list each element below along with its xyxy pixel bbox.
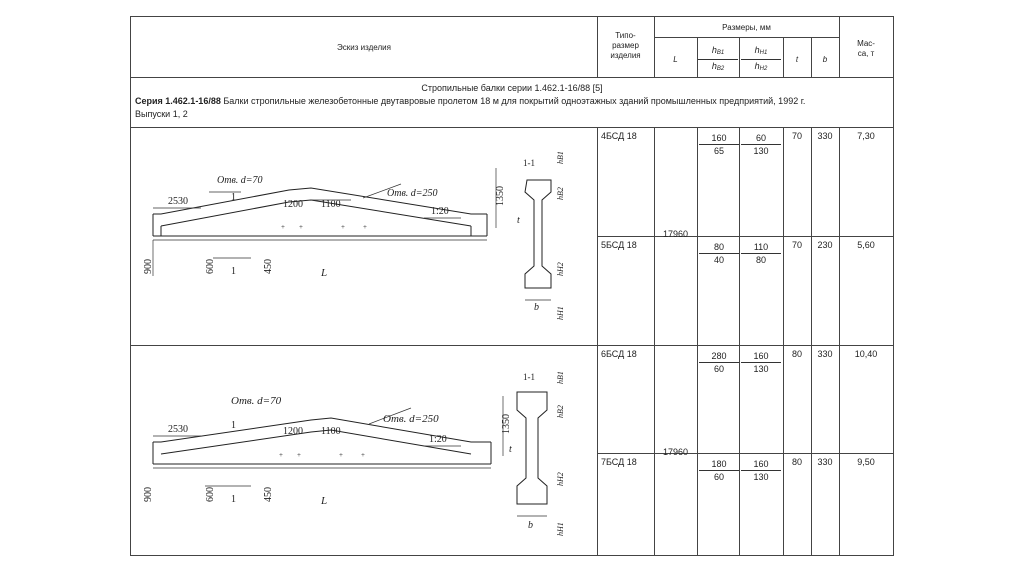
series-description-line <box>135 96 891 107</box>
section-hb1-2: hB1 <box>556 371 565 384</box>
beam-sketch-1 <box>131 128 597 344</box>
header-type-size-l2: размер <box>612 41 639 50</box>
row2-hn1: 110 <box>741 242 781 254</box>
svg-text:+: + <box>341 223 345 231</box>
row2-t: 70 <box>791 240 802 250</box>
row1-b: 330 <box>817 131 833 141</box>
header-col-b: b <box>822 55 828 64</box>
header-hb2: h <box>711 61 717 71</box>
row3-hb2: 60 <box>713 364 724 374</box>
dim-450: 450 <box>263 259 274 274</box>
row3-t: 80 <box>791 349 802 359</box>
col-line-hb <box>739 37 740 77</box>
header-hn1: h <box>754 45 760 55</box>
row4-t: 80 <box>791 457 802 467</box>
svg-text:+: + <box>339 451 343 459</box>
row4-b: 330 <box>817 457 833 467</box>
header-col-hb <box>698 45 738 74</box>
row3-mass: 10,40 <box>854 349 878 359</box>
dim-1350-2: 1350 <box>501 414 512 434</box>
row1-hn2: 130 <box>753 146 769 156</box>
beam-sketch-2 <box>131 346 597 556</box>
svg-text:+: + <box>281 223 285 231</box>
section-hb2-2: hB2 <box>556 405 565 418</box>
svg-text:+: + <box>299 223 303 231</box>
header-hn2: h <box>754 61 760 71</box>
dim-1100-2: 1100 <box>321 426 341 437</box>
header-type-size-l1: Типо- <box>615 31 636 40</box>
col-line-t-body <box>811 127 812 555</box>
header-hn1-sub: Н1 <box>759 50 768 56</box>
row1-hn1: 60 <box>741 133 781 145</box>
section-hn2-2: hH2 <box>556 472 565 486</box>
hole-large-label: Отв. d=250 <box>387 188 438 199</box>
row2-hb <box>699 242 739 265</box>
slope-label-2: 1:20 <box>429 434 447 445</box>
header-type-size <box>597 31 654 61</box>
row1-hn <box>741 133 781 156</box>
series-name: Серия 1.462.1-16/88 <box>135 96 221 106</box>
section-hb2: hB2 <box>556 187 565 200</box>
row4-hb2: 60 <box>713 472 724 482</box>
section-t: t <box>517 215 520 226</box>
span-label: L <box>321 267 328 279</box>
header-col-hn <box>741 45 781 74</box>
dim-900: 900 <box>143 259 154 274</box>
header-mass-l2: са, т <box>857 49 875 58</box>
row2-hb2: 40 <box>713 255 724 265</box>
header-hb1: h <box>711 45 717 55</box>
row2-mass: 5,60 <box>857 240 875 250</box>
row4-mass: 9,50 <box>857 457 875 467</box>
row1-hb2: 65 <box>713 146 724 156</box>
series-issues: Выпуски 1, 2 <box>135 109 188 119</box>
row3-type: 6БСД 18 <box>601 349 637 359</box>
row1-mass: 7,30 <box>857 131 875 141</box>
row1-hb <box>699 133 739 156</box>
section-hb1: hB1 <box>556 151 565 164</box>
one-label-bottom-2: 1 <box>231 494 236 505</box>
svg-text:+: + <box>297 451 301 459</box>
span-label-2: L <box>321 495 328 507</box>
header-col-t: t <box>795 55 799 64</box>
col-line-hb-body <box>739 127 740 555</box>
i-section-1 <box>525 180 551 288</box>
row4-hb <box>699 459 739 482</box>
dim-2530: 2530 <box>168 196 188 207</box>
section-b: b <box>534 302 539 313</box>
col-line-sketch-body <box>597 127 598 555</box>
row3-hn <box>741 351 781 374</box>
dim-600: 600 <box>205 259 216 274</box>
row4-hb1: 180 <box>699 459 739 471</box>
slope-label: 1:20 <box>431 206 449 217</box>
section-hn1-2: hH1 <box>556 522 565 536</box>
row3-b: 330 <box>817 349 833 359</box>
row2-hb1: 80 <box>699 242 739 254</box>
row1-t: 70 <box>791 131 802 141</box>
header-hb2-sub: В2 <box>716 66 725 72</box>
dim-600-2: 600 <box>205 487 216 502</box>
row4-hn2: 130 <box>753 472 769 482</box>
header-col-L: L <box>673 55 678 64</box>
col-line-b-body <box>839 127 840 555</box>
dim-1200-2: 1200 <box>283 426 303 437</box>
section-label-2: 1-1 <box>523 372 535 382</box>
section-t-2: t <box>509 444 512 455</box>
header-hn2-sub: Н2 <box>759 66 768 72</box>
one-label-bottom: 1 <box>231 266 236 277</box>
col-line-L-body <box>697 127 698 555</box>
row2-hn2: 80 <box>755 255 766 265</box>
i-section-2 <box>517 392 547 504</box>
row4-hn1: 160 <box>741 459 781 471</box>
svg-text:+: + <box>279 451 283 459</box>
row2-type: 5БСД 18 <box>601 240 637 250</box>
svg-text:+: + <box>361 451 365 459</box>
row4-type: 7БСД 18 <box>601 457 637 467</box>
one-label-top: 1 <box>231 192 236 203</box>
header-mass-l1: Мас- <box>857 39 875 48</box>
col-line-type-body <box>654 127 655 555</box>
one-label-top-2: 1 <box>231 420 236 431</box>
series-title: Стропильные балки серии 1.462.1-16/88 [5] <box>421 83 603 93</box>
header-type-size-l3: изделия <box>610 51 641 60</box>
series-description: Балки стропильные железобетонные двутавровые пролетом 18 м для покрытий одноэтажных зданий промышленных предприятий, 1992 г. <box>223 96 806 106</box>
section-hn2: hH2 <box>556 262 565 276</box>
row2-hn <box>741 242 781 265</box>
col-line-hn-body <box>783 127 784 555</box>
row-divider-2 <box>597 453 893 454</box>
row3-hn2: 130 <box>753 364 769 374</box>
hole-large-label-2: Отв. d=250 <box>383 413 439 425</box>
header-sketch: Эскиз изделия <box>337 43 391 52</box>
row4-hn <box>741 459 781 482</box>
row3-hn1: 160 <box>741 351 781 363</box>
row3-hb1: 280 <box>699 351 739 363</box>
dim-1100: 1100 <box>321 199 341 210</box>
dim-1200: 1200 <box>283 199 303 210</box>
group1-span: 17960 <box>662 229 689 239</box>
dim-900-2: 900 <box>143 487 154 502</box>
dim-450-2: 450 <box>263 487 274 502</box>
svg-text:+: + <box>363 223 367 231</box>
header-mass <box>839 39 893 59</box>
group2-span: 17960 <box>662 447 689 457</box>
hole-small-label-2: Отв. d=70 <box>231 395 282 407</box>
hole-small-label: Отв. d=70 <box>217 175 263 186</box>
header-dimensions: Размеры, мм <box>722 23 771 32</box>
dim-2530-2: 2530 <box>168 424 188 435</box>
dim-1350: 1350 <box>495 186 506 206</box>
section-label: 1-1 <box>523 158 535 168</box>
section-b-2: b <box>528 520 533 531</box>
catalog-table <box>130 16 894 556</box>
row-divider-1 <box>597 236 893 237</box>
section-hn1: hH1 <box>556 306 565 320</box>
row2-b: 230 <box>817 240 833 250</box>
header-bottom-rule <box>131 77 893 78</box>
row1-type: 4БСД 18 <box>601 131 637 141</box>
header-hb1-sub: В1 <box>716 50 725 56</box>
row3-hb <box>699 351 739 374</box>
row1-hb1: 160 <box>699 133 739 145</box>
